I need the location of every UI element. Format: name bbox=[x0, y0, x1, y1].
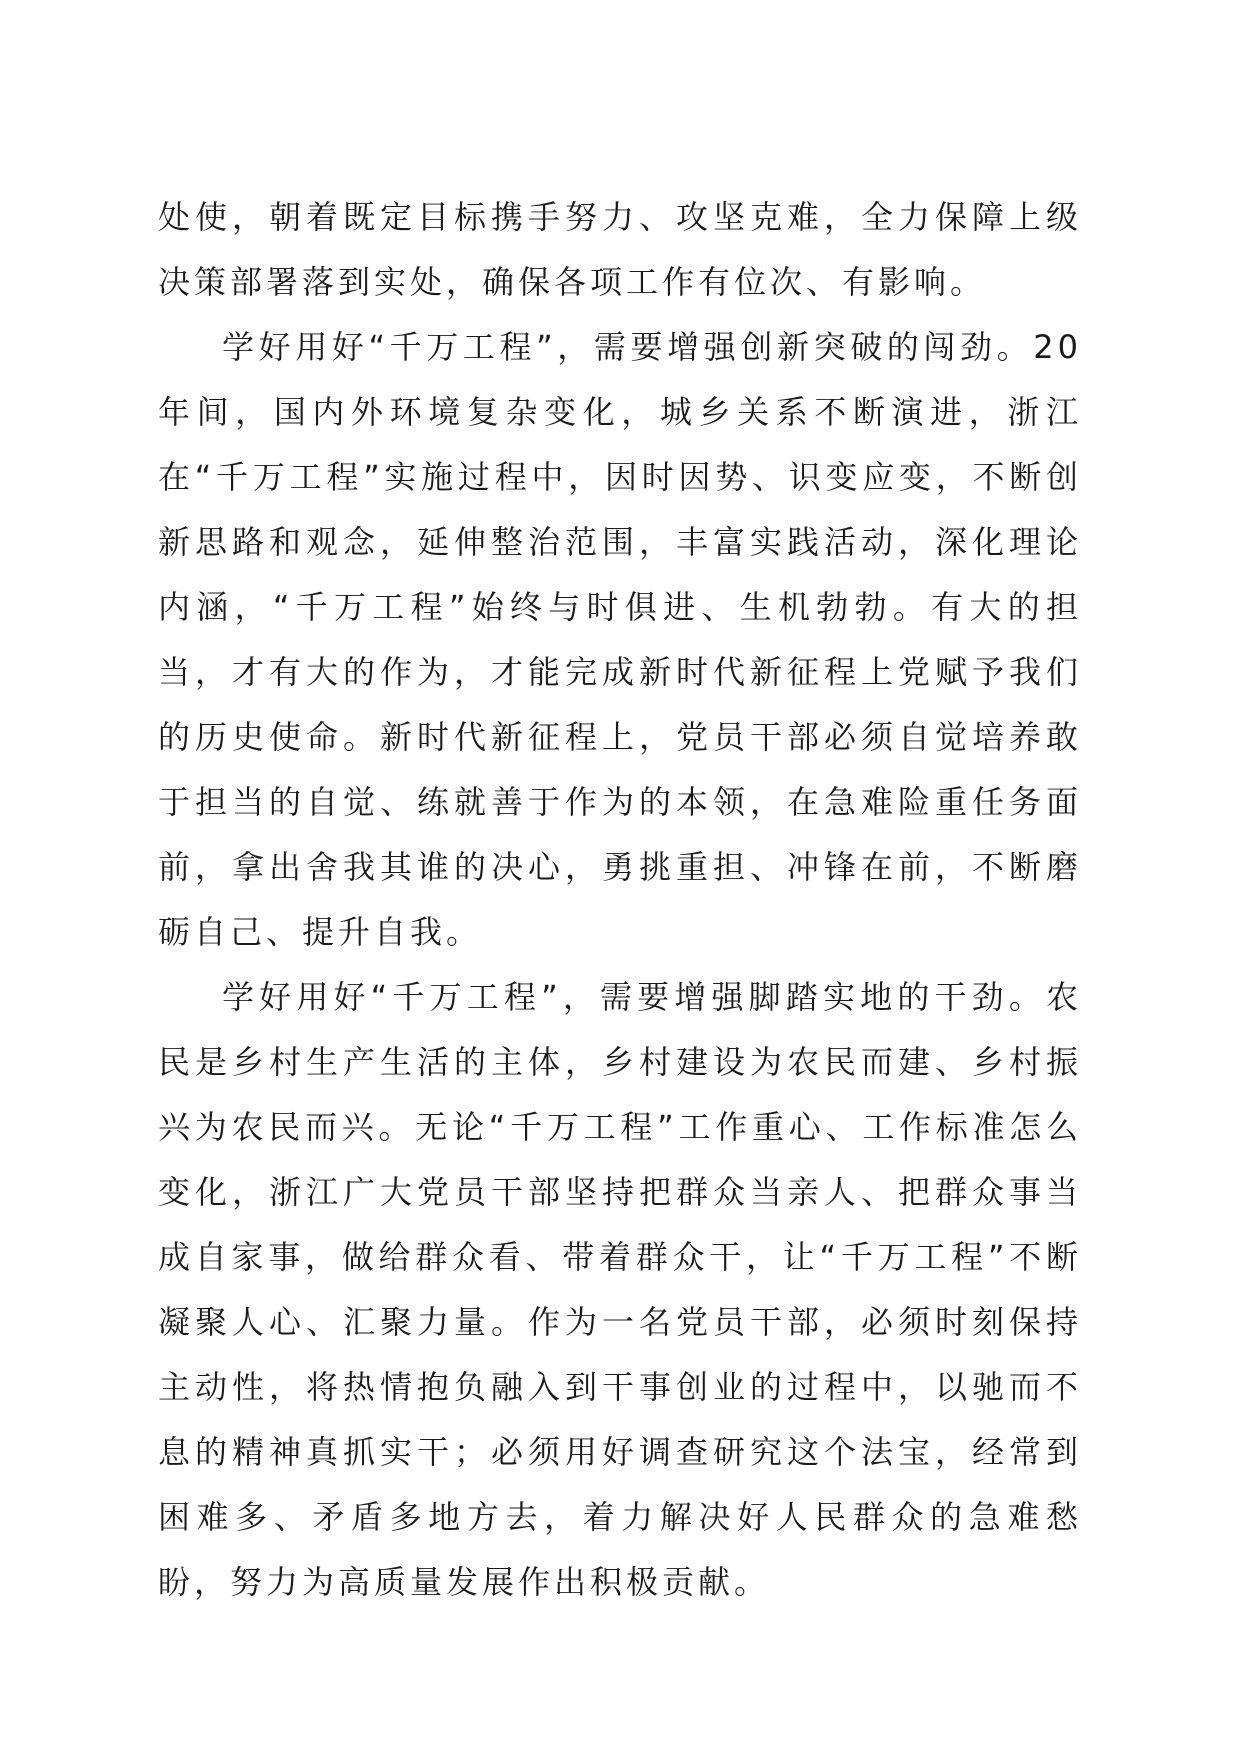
document-page bbox=[158, 185, 1082, 1615]
paragraph-practical-work: 学好用好“千万工程”，需要增强脚踏实地的干劲。农民是乡村生产生活的主体，乡村建设为农民而建、乡村振兴为农民而兴。无论“千万工程”工作重心、工作标准怎么变化，浙江广大党员干部坚持把群众当亲人、把群众事当成自家事，做给群众看、带着群众干，让“千万工程”不断凝聚人心、汇聚力量。作为一名党员干部，必须时刻保持主动性，将热情抱负融入到干事创业的过程中，以驰而不息的精神真抓实干；必须用好调查研究这个法宝，经常到困难多、矛盾多地方去，着力解决好人民群众的急难愁盼，努力为高质量发展作出积极贡献。 bbox=[158, 978, 1082, 1601]
paragraph-continuation: 处使，朝着既定目标携手努力、攻坚克难，全力保障上级决策部署落到实处，确保各项工作有位次、有影响。 bbox=[158, 198, 1082, 301]
paragraph-innovation: 学好用好“千万工程”，需要增强创新突破的闯劲。20年间，国内外环境复杂变化，城乡关系不断演进，浙江在“千万工程”实施过程中，因时因势、识变应变，不断创新思路和观念，延伸整治范围，丰富实践活动，深化理论内涵，“千万工程”始终与时俱进、生机勃勃。有大的担当，才有大的作为，才能完成新时代新征程上党赋予我们的历史使命。新时代新征程上，党员干部必须自觉培养敢于担当的自觉、练就善于作为的本领，在急难险重任务面前，拿出舍我其谁的决心，勇挑重担、冲锋在前，不断磨砺自己、提升自我。 bbox=[158, 328, 1082, 951]
